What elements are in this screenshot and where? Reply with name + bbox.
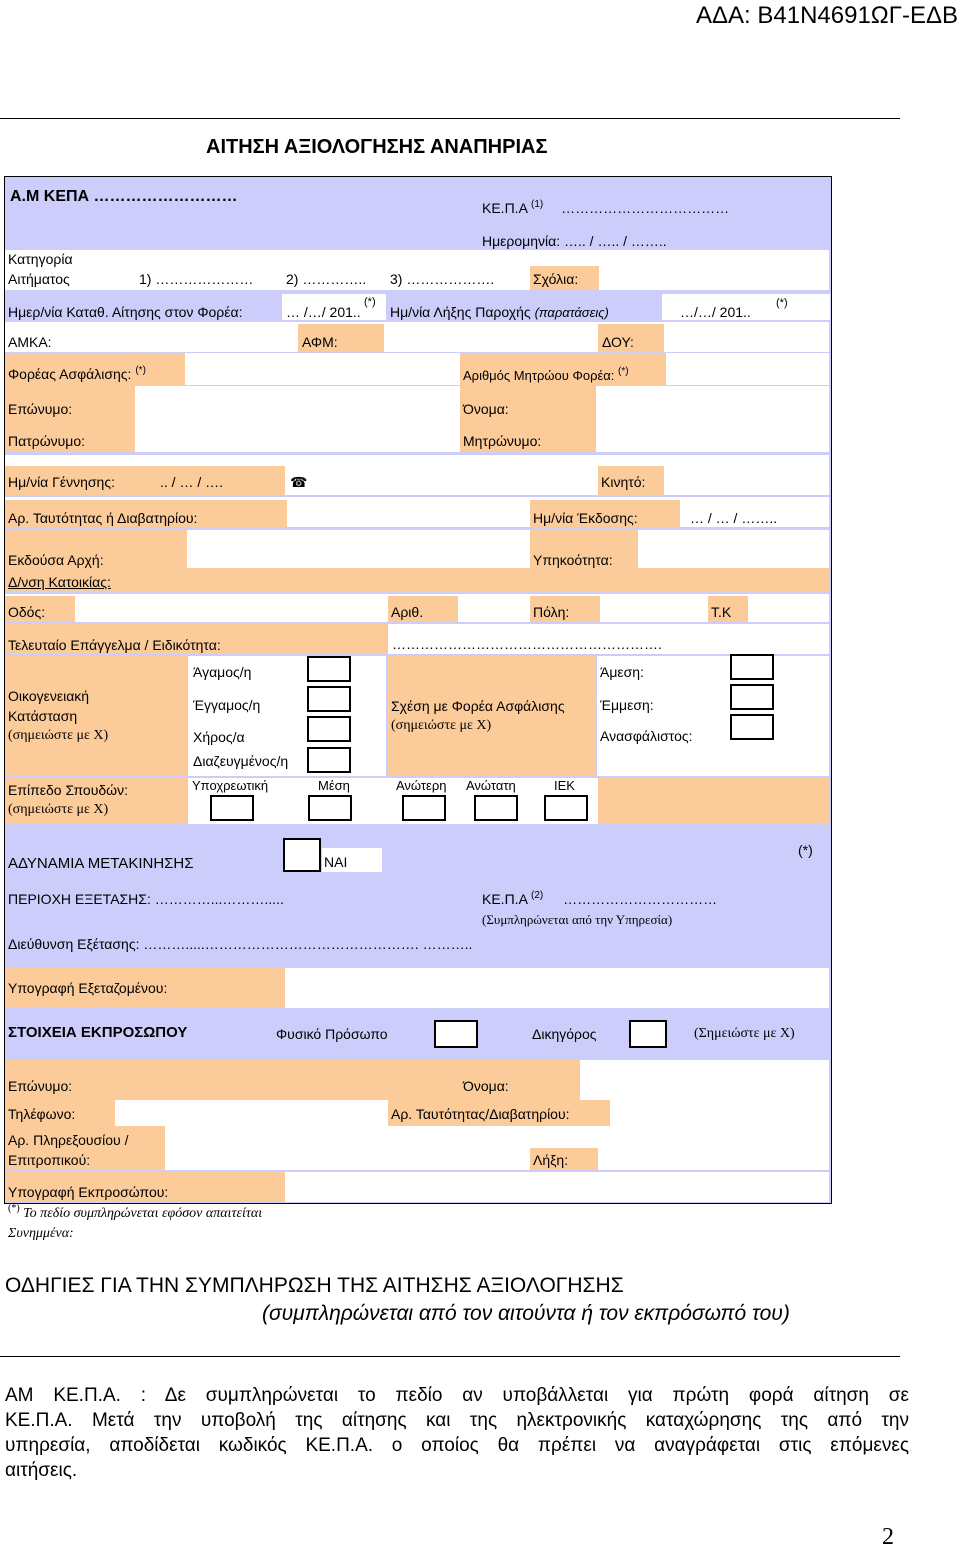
page-number: 2	[882, 1524, 894, 1550]
last-job-label: Τελευταίο Επάγγελμα / Ειδικότητα:	[8, 637, 221, 653]
instructions-divider	[0, 1356, 900, 1357]
father-name-label: Πατρώνυμο:	[8, 433, 86, 449]
divorced-checkbox[interactable]	[307, 747, 351, 773]
widowed-checkbox[interactable]	[307, 716, 351, 742]
document-code: ΑΔΑ: Β41Ν4691ΩΓ-ΕΔΒ	[695, 2, 958, 29]
rep-id-label: Αρ. Ταυτότητας/Διαβατηρίου:	[391, 1106, 570, 1122]
natural-person-checkbox[interactable]	[434, 1020, 478, 1048]
rep-name-label: Όνομα:	[463, 1078, 509, 1094]
citizenship-label: Υπηκοότητα:	[533, 552, 613, 568]
relation-mark-note: (σημειώστε με Χ)	[391, 718, 492, 733]
higher-checkbox[interactable]	[402, 795, 446, 821]
indirect-label: Έμμεση:	[600, 697, 654, 713]
issue-date-value[interactable]: … / … / ……..	[690, 510, 778, 526]
surname-label: Επώνυμο:	[8, 401, 73, 417]
divorced-label: Διαζευγμένος/η	[193, 753, 289, 769]
iek-checkbox[interactable]	[544, 795, 588, 821]
direct-checkbox[interactable]	[730, 654, 774, 680]
education-higher: Ανώτερη	[396, 778, 447, 793]
instructions-line-1: ΑΜ ΚΕ.Π.Α. : Δε συμπληρώνεται το πεδίο αν υποβάλλεται για πρώτη φορά αίτηση σε	[5, 1385, 909, 1406]
doy-label: ΔΟΥ:	[602, 334, 634, 350]
mobility-label: ΑΔΥΝΑΜΙΑ ΜΕΤΑΚΙΝΗΣΗΣ	[8, 855, 194, 872]
am-kepa-label: Α.Μ ΚΕΠΑ ………………………	[10, 188, 238, 205]
postal-code-label: Τ.Κ	[711, 604, 732, 620]
rep-signature-label: Υπογραφή Εκπροσώπου:	[8, 1184, 169, 1200]
amka-row	[5, 322, 829, 352]
exam-kepa	[482, 891, 717, 910]
insurer-text: Φορέας Ασφάλισης:	[8, 366, 132, 382]
rep-auth-label-2: Επιτροπικού:	[8, 1152, 91, 1168]
top-divider	[0, 118, 900, 119]
education-university: Ανώτατη	[466, 778, 516, 793]
education-secondary: Μέση	[318, 778, 350, 793]
phone-icon: ☎	[290, 474, 308, 490]
lawyer-label: Δικηγόρος	[532, 1026, 597, 1042]
instructions-title: ΟΔΗΓΙΕΣ ΓΙΑ ΤΗΝ ΣΥΜΠΛΗΡΩΣΗ ΤΗΣ ΑΙΤΗΣΗΣ ΑΞΙΟΛΟΓΗΣΗΣ	[5, 1274, 624, 1297]
footnote-text: Το πεδίο συμπληρώνεται εφόσον απαιτείται	[23, 1206, 263, 1221]
insurer-label	[8, 366, 146, 385]
address-row-cell	[5, 568, 829, 592]
expiry-date-text: Ημ/νία Λήξης Παροχής	[390, 304, 531, 320]
lawyer-checkbox[interactable]	[629, 1020, 667, 1048]
education-compulsory: Υποχρεωτική	[192, 778, 269, 793]
footnote	[8, 1203, 263, 1223]
relation-label: Σχέση με Φορέα Ασφάλισης	[391, 698, 565, 714]
date-field[interactable]: Ημερομηνία: ….. / ….. / ……..	[482, 233, 667, 249]
education-iek: ΙΕΚ	[554, 778, 575, 793]
family-mark-note: (σημειώστε με Χ)	[8, 728, 109, 743]
kepa-text: ΚΕ.Π.Α	[482, 200, 528, 216]
family-label-2: Κατάσταση	[8, 708, 78, 724]
exam-kepa-text: ΚΕ.Π.Α	[482, 891, 528, 907]
expiry-star: (*)	[776, 297, 788, 309]
instructions-line-4: αιτήσεις.	[5, 1460, 78, 1481]
category-label: Κατηγορία	[8, 251, 73, 267]
married-checkbox[interactable]	[307, 686, 351, 712]
registry-text: Αριθμός Μητρώου Φορέα:	[463, 368, 615, 383]
page-title: ΑΙΤΗΣΗ ΑΞΙΟΛΟΓΗΣΗΣ ΑΝΑΠΗΡΙΑΣ	[206, 136, 548, 158]
category-3[interactable]: 3) ……………….	[390, 271, 495, 287]
expiry-note: (παρατάσεις)	[534, 305, 609, 320]
mobility-star: (*)	[798, 842, 813, 858]
registry-label	[463, 368, 629, 386]
family-label-1: Οικογενειακή	[8, 688, 90, 704]
direct-label: Άμεση:	[600, 664, 644, 680]
mobility-yes-label: ΝΑΙ	[324, 854, 348, 870]
natural-person-label: Φυσικό Πρόσωπο	[276, 1026, 388, 1042]
secondary-checkbox[interactable]	[308, 795, 352, 821]
expiry-date-label	[390, 304, 609, 321]
kepa-label	[482, 200, 729, 219]
single-label: Άγαμος/η	[193, 664, 252, 680]
id-number-label: Αρ. Ταυτότητας ή Διαβατηρίου:	[8, 510, 198, 526]
amka-label: ΑΜΚΑ:	[8, 334, 52, 350]
name-label: Όνομα:	[463, 401, 509, 417]
education-extra-cell	[598, 778, 829, 824]
mother-name-label: Μητρώνυμο:	[463, 433, 542, 449]
rep-surname-cell	[5, 1060, 460, 1100]
exam-address[interactable]: Διεύθυνση Εξέτασης: ……….....………………………………………. ………..	[8, 936, 473, 952]
instructions-subtitle: (συμπληρώνεται από τον αιτούντα ή τον εκπρόσωπό του)	[262, 1302, 790, 1325]
uninsured-checkbox[interactable]	[730, 714, 774, 740]
rep-phone-label: Τηλέφωνο:	[8, 1106, 76, 1122]
expiry-date-value[interactable]: …/…/ 201..	[680, 304, 751, 320]
education-mark-note: (σημειώστε με Χ)	[8, 802, 109, 817]
registry-star: (*)	[618, 366, 629, 377]
afm-label: ΑΦΜ:	[302, 334, 338, 350]
representative-title: ΣΤΟΙΧΕΙΑ ΕΚΠΡΟΣΩΠΟΥ	[8, 1024, 188, 1041]
exam-kepa-dots: ……………………………	[563, 891, 718, 907]
rep-surname-label: Επώνυμο:	[8, 1078, 73, 1094]
exam-kepa-superscript: (2)	[531, 890, 544, 901]
instructions-line-3: υπηρεσία, αποδίδεται κωδικός ΚΕ.Π.Α. ο οποίος θα πρέπει να αναγράφεται στις επόμενες	[5, 1435, 909, 1456]
representative-mark-note: (Σημειώστε με Χ)	[694, 1026, 795, 1041]
category-1[interactable]: 1) …………………	[139, 271, 254, 287]
single-checkbox[interactable]	[307, 656, 351, 682]
compulsory-checkbox[interactable]	[210, 795, 254, 821]
birth-date-value[interactable]: .. / … / ….	[160, 474, 224, 490]
university-checkbox[interactable]	[474, 795, 518, 821]
issue-date-label: Ημ/νία Έκδοσης:	[533, 510, 638, 526]
last-job-dots[interactable]: ………………………………………………….	[392, 636, 662, 652]
birth-date-label: Ημ/νία Γέννησης:	[8, 474, 115, 490]
request-label: Αιτήματος	[8, 271, 70, 287]
attachments-label: Συνημμένα:	[8, 1226, 74, 1241]
category-2[interactable]: 2) …………..	[286, 271, 367, 287]
comments-label: Σχόλια:	[533, 271, 579, 287]
widowed-label: Χήρος/α	[193, 729, 245, 745]
submission-date-label: Ημερ/νία Καταθ. Αίτησης στον Φορέα:	[8, 304, 243, 320]
mobility-yes-checkbox[interactable]	[283, 838, 321, 872]
city-label: Πόλη:	[533, 604, 570, 620]
indirect-checkbox[interactable]	[730, 684, 774, 710]
submission-star: (*)	[364, 296, 376, 308]
street-label: Οδός:	[8, 604, 46, 620]
married-label: Έγγαμος/η	[193, 697, 261, 713]
residence-address-label: Δ/νση Κατοικίας:	[8, 574, 111, 590]
kepa-superscript: (1)	[531, 199, 544, 210]
exam-area-label[interactable]: ΠΕΡΙΟΧΗ ΕΞΕΤΑΣΗΣ: …………...……….....	[8, 891, 284, 907]
instructions-line-2: ΚΕ.Π.Α. Μετά την υποβολή της αίτησης και της ηλεκτρονικής καταχώρησης της από την	[5, 1410, 909, 1431]
education-label: Επίπεδο Σπουδών:	[8, 782, 128, 798]
number-label: Αριθ.	[391, 604, 424, 620]
footnote-star: (*)	[8, 1203, 20, 1214]
kepa-dots: ………………………………	[561, 200, 730, 216]
examinee-signature-label: Υπογραφή Εξεταζομένου:	[8, 980, 168, 996]
relation-label-cell	[388, 656, 596, 776]
mobile-label: Κινητό:	[601, 474, 646, 490]
rep-auth-label-1: Αρ. Πληρεξουσίου /	[8, 1132, 129, 1148]
uninsured-label: Ανασφάλιστος:	[600, 728, 693, 744]
rep-expiry-label: Λήξη:	[533, 1152, 569, 1168]
insurer-star: (*)	[135, 365, 146, 376]
service-note: (Συμπληρώνεται από την Υπηρεσία)	[482, 912, 673, 927]
issuing-authority-label: Εκδούσα Αρχή:	[8, 552, 104, 568]
submission-date-value[interactable]: … /…/ 201..	[286, 304, 361, 320]
